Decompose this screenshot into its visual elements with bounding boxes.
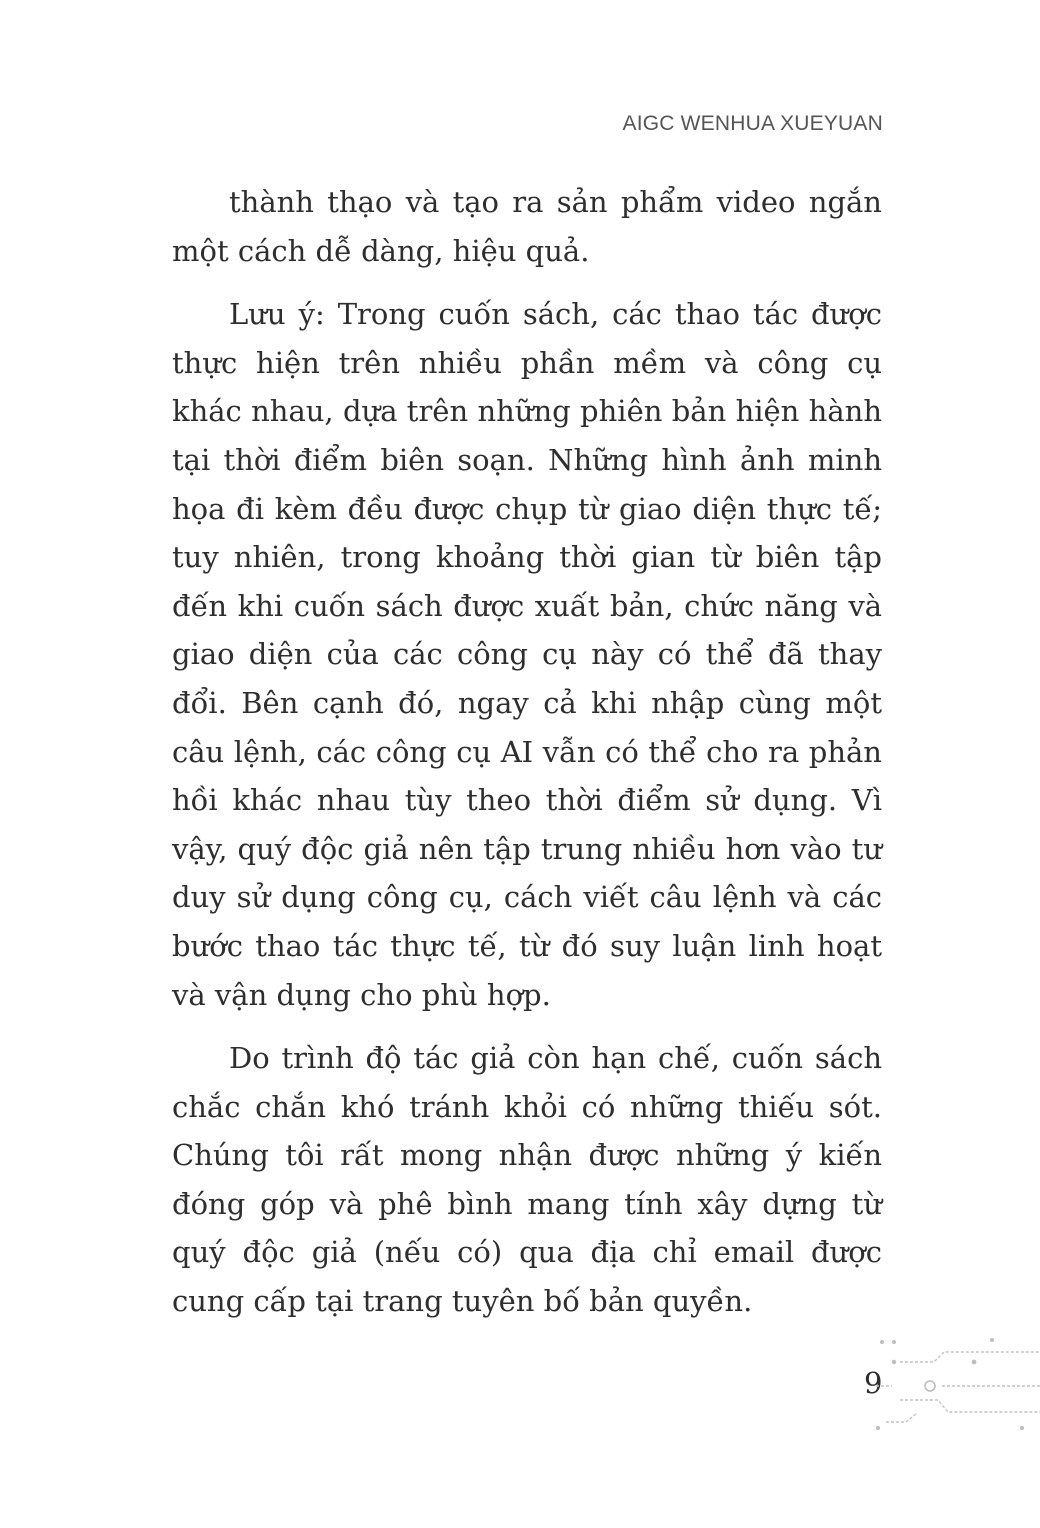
paragraph-continuation: thành thạo và tạo ra sản phẩm video ngắn một cách dễ dàng, hiệu quả. (172, 185, 882, 268)
body-text (172, 178, 882, 1326)
page-number: 9 (864, 1366, 883, 1400)
paragraph-note: Lưu ý: Trong cuốn sách, các thao tác được thực hiện trên nhiều phần mềm và công cụ khác nhau, dựa trên những phiên bản hiện hành tại thời điểm biên soạn. Những hình ảnh minh họa đi kèm đều được chụp từ giao diện thực tế; tuy nhiên, trong khoảng thời gian từ biên tập đến khi cuốn sách được xuất bản, chức năng và giao diện của các công cụ này có thể đã thay đổi. Bên cạnh đó, ngay cả khi nhập cùng một câu lệnh, các công cụ AI vẫn có thể cho ra phản hồi khác nhau tùy theo thời điểm sử dụng. Vì vậy, quý độc giả nên tập trung nhiều hơn vào tư duy sử dụng công cụ, cách viết câu lệnh và các bước thao tác thực tế, từ đó suy luận linh hoạt và vận dụng cho phù hợp. (172, 297, 882, 1012)
circuit-lines-icon (872, 1334, 1040, 1434)
paragraph-closing: Do trình độ tác giả còn hạn chế, cuốn sách chắc chắn khó tránh khỏi có những thiếu sót. Chúng tôi rất mong nhận được những ý kiến đóng góp và phê bình mang tính xây dựng từ quý độc giả (nếu có) qua địa chỉ email được cung cấp tại trang tuyên bố bản quyền. (172, 1041, 882, 1319)
running-header: AIGC WENHUA XUEYUAN (622, 112, 883, 135)
